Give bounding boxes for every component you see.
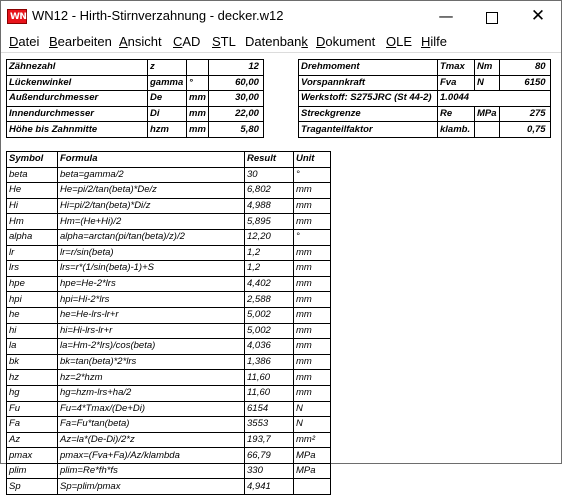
formula-result: 5,002 — [245, 323, 294, 339]
formula-header-row — [7, 152, 331, 168]
param-symbol: Re — [438, 106, 475, 122]
formula-result: 66,79 — [245, 448, 294, 464]
formula-symbol: he — [7, 307, 58, 323]
param-value[interactable]: 80 — [499, 60, 550, 76]
table-row — [7, 463, 331, 479]
param-value[interactable]: 5,80 — [208, 122, 263, 138]
formula-result: 5,002 — [245, 307, 294, 323]
formula-unit: mm — [294, 370, 331, 386]
formula-symbol: hi — [7, 323, 58, 339]
menu-hilfe[interactable]: Hilfe — [421, 34, 448, 49]
table-row — [7, 198, 331, 214]
table-row — [7, 323, 331, 339]
app-logo-icon[interactable] — [7, 9, 27, 24]
formula-unit: mm — [294, 261, 331, 277]
formula-result: 4,941 — [245, 479, 294, 495]
formula-expression[interactable]: lrs=r*(1/sin(beta)-1)+S — [58, 261, 245, 277]
menu-cad[interactable]: CAD — [173, 34, 201, 49]
formula-unit: MPa — [294, 463, 331, 479]
param-label: Vorspannkraft — [299, 75, 438, 91]
document-area — [1, 52, 561, 492]
formula-unit: mm — [294, 307, 331, 323]
table-row — [7, 60, 264, 76]
param-label: Innendurchmesser — [7, 106, 148, 122]
formula-expression[interactable]: Hi=pi/2/tan(beta)*Di/z — [58, 198, 245, 214]
formula-symbol: hg — [7, 385, 58, 401]
table-row — [7, 417, 331, 433]
table-row — [7, 479, 331, 495]
formula-expression[interactable]: Fu=4*Tmax/(De+Di) — [58, 401, 245, 417]
formula-result: 5,895 — [245, 214, 294, 230]
param-symbol: klamb. — [438, 122, 475, 138]
table-row — [7, 122, 264, 138]
param-value[interactable]: 0,75 — [499, 122, 550, 138]
table-row — [7, 229, 331, 245]
table-row — [7, 370, 331, 386]
table-row — [7, 75, 264, 91]
formula-expression[interactable]: beta=gamma/2 — [58, 167, 245, 183]
formula-symbol: hpe — [7, 276, 58, 292]
table-row — [299, 91, 551, 107]
formula-unit: mm² — [294, 432, 331, 448]
formula-symbol: la — [7, 339, 58, 355]
table-row — [7, 339, 331, 355]
minimize-icon: — — [438, 7, 454, 25]
menu-ole[interactable]: OLE — [386, 34, 413, 49]
maximize-icon — [486, 12, 498, 24]
param-unit: MPa — [475, 106, 500, 122]
formula-expression[interactable]: hz=2*hzm — [58, 370, 245, 386]
param-symbol: gamma — [148, 75, 187, 91]
window-title: WN12 - Hirth-Stirnverzahnung - decker.w12 — [32, 8, 284, 23]
param-label: Außendurchmesser — [7, 91, 148, 107]
param-symbol: De — [148, 91, 187, 107]
formula-symbol: Fu — [7, 401, 58, 417]
param-unit: mm — [187, 91, 209, 107]
param-symbol: Fva — [438, 75, 475, 91]
param-unit: ° — [187, 75, 209, 91]
menu-dokument[interactable]: Dokument — [316, 34, 376, 49]
formula-expression[interactable]: hpi=Hi-2*lrs — [58, 292, 245, 308]
param-label: Zähnezahl — [7, 60, 148, 76]
load-parameters-table — [298, 59, 551, 138]
table-row — [299, 122, 551, 138]
formula-expression[interactable]: lr=r/sin(beta) — [58, 245, 245, 261]
formula-unit: mm — [294, 183, 331, 199]
formula-result: 1,2 — [245, 245, 294, 261]
formula-table — [6, 151, 331, 495]
formula-result: 2,588 — [245, 292, 294, 308]
formula-unit: mm — [294, 276, 331, 292]
table-row — [7, 183, 331, 199]
param-unit — [187, 60, 209, 76]
param-unit — [475, 122, 500, 138]
table-row — [7, 91, 264, 107]
table-row — [7, 245, 331, 261]
formula-expression[interactable]: He=pi/2/tan(beta)*De/z — [58, 183, 245, 199]
geometry-parameters-table — [6, 59, 264, 138]
formula-result: 1,386 — [245, 354, 294, 370]
param-unit: N — [475, 75, 500, 91]
formula-expression[interactable]: Fa=Fu*tan(beta) — [58, 417, 245, 433]
formula-unit: mm — [294, 354, 331, 370]
formula-expression[interactable]: plim=Re*fh*fs — [58, 463, 245, 479]
menu-stl[interactable]: STL — [212, 34, 236, 49]
header-unit: Unit — [294, 152, 331, 168]
formula-unit: mm — [294, 385, 331, 401]
formula-result: 330 — [245, 463, 294, 479]
menu-ansicht[interactable]: Ansicht — [119, 34, 162, 49]
formula-expression[interactable]: hpe=He-2*lrs — [58, 276, 245, 292]
formula-unit: mm — [294, 198, 331, 214]
menu-bar — [1, 32, 561, 52]
param-label: Lückenwinkel — [7, 75, 148, 91]
formula-result: 4,402 — [245, 276, 294, 292]
formula-unit: mm — [294, 245, 331, 261]
formula-result: 1,2 — [245, 261, 294, 277]
formula-symbol: hpi — [7, 292, 58, 308]
formula-result: 30 — [245, 167, 294, 183]
close-button[interactable] — [515, 1, 561, 32]
formula-result: 6,802 — [245, 183, 294, 199]
param-value[interactable]: 12 — [208, 60, 263, 76]
param-symbol: z — [148, 60, 187, 76]
formula-result: 3553 — [245, 417, 294, 433]
formula-expression[interactable]: alpha=arctan(pi/tan(beta)/z)/2 — [58, 229, 245, 245]
table-row — [7, 106, 264, 122]
minimize-button[interactable] — [423, 1, 469, 32]
param-label: Traganteilfaktor — [299, 122, 438, 138]
formula-unit: mm — [294, 292, 331, 308]
formula-result: 193,7 — [245, 432, 294, 448]
formula-unit: MPa — [294, 448, 331, 464]
formula-result: 11,60 — [245, 370, 294, 386]
formula-symbol: plim — [7, 463, 58, 479]
header-result: Result — [245, 152, 294, 168]
table-row — [299, 75, 551, 91]
menu-datei[interactable]: Datei — [9, 34, 40, 49]
formula-symbol: lrs — [7, 261, 58, 277]
formula-rows — [7, 167, 331, 494]
maximize-button[interactable] — [469, 1, 515, 32]
param-symbol: hzm — [148, 122, 187, 138]
formula-unit: mm — [294, 214, 331, 230]
formula-symbol: beta — [7, 167, 58, 183]
param-value[interactable]: 6150 — [499, 75, 550, 91]
param-value[interactable]: 275 — [499, 106, 550, 122]
param-label: Streckgrenze — [299, 106, 438, 122]
formula-symbol: Fa — [7, 417, 58, 433]
table-row — [7, 307, 331, 323]
formula-unit — [294, 479, 331, 495]
formula-result: 11,60 — [245, 385, 294, 401]
formula-symbol: alpha — [7, 229, 58, 245]
close-icon: ✕ — [530, 6, 546, 26]
formula-unit: ° — [294, 167, 331, 183]
formula-result: 4,988 — [245, 198, 294, 214]
formula-symbol: pmax — [7, 448, 58, 464]
formula-result: 12,20 — [245, 229, 294, 245]
formula-expression[interactable]: la=Hm-2*lrs)/cos(beta) — [58, 339, 245, 355]
table-row — [7, 261, 331, 277]
formula-symbol: Az — [7, 432, 58, 448]
param-unit: Nm — [475, 60, 500, 76]
table-row — [7, 292, 331, 308]
param-label: Drehmoment — [299, 60, 438, 76]
param-value[interactable]: 22,00 — [208, 106, 263, 122]
param-value[interactable]: 60,00 — [208, 75, 263, 91]
formula-unit: N — [294, 401, 331, 417]
formula-symbol: He — [7, 183, 58, 199]
formula-unit: ° — [294, 229, 331, 245]
table-row — [7, 432, 331, 448]
header-formula: Formula — [58, 152, 245, 168]
header-symbol: Symbol — [7, 152, 58, 168]
table-row — [7, 167, 331, 183]
param-value[interactable]: 30,00 — [208, 91, 263, 107]
formula-unit: mm — [294, 323, 331, 339]
param-unit: mm — [187, 122, 209, 138]
table-row — [7, 214, 331, 230]
material-label: Werkstoff: S275JRC (St 44-2) — [299, 91, 438, 107]
table-row — [7, 276, 331, 292]
table-row — [7, 448, 331, 464]
formula-expression[interactable]: hg=hzm-lrs+ha/2 — [58, 385, 245, 401]
param-symbol: Tmax — [438, 60, 475, 76]
formula-expression[interactable]: he=He-lrs-lr+r — [58, 307, 245, 323]
title-bar[interactable] — [1, 1, 561, 32]
formula-symbol: Hm — [7, 214, 58, 230]
table-row — [299, 106, 551, 122]
formula-result: 4,036 — [245, 339, 294, 355]
param-unit: mm — [187, 106, 209, 122]
app-logo-text: WN — [10, 12, 27, 22]
table-row — [299, 60, 551, 76]
formula-symbol: lr — [7, 245, 58, 261]
table-row — [7, 385, 331, 401]
formula-expression[interactable]: hi=Hi-lrs-lr+r — [58, 323, 245, 339]
table-row — [7, 354, 331, 370]
formula-expression[interactable]: bk=tan(beta)*2*lrs — [58, 354, 245, 370]
formula-symbol: hz — [7, 370, 58, 386]
material-number[interactable]: 1.0044 — [438, 91, 551, 107]
table-row — [7, 401, 331, 417]
formula-unit: N — [294, 417, 331, 433]
param-label: Höhe bis Zahnmitte — [7, 122, 148, 138]
formula-symbol: Hi — [7, 198, 58, 214]
menu-datenbank[interactable]: Datenbank — [245, 34, 308, 49]
formula-expression[interactable]: Hm=(He+Hi)/2 — [58, 214, 245, 230]
menu-bearbeiten[interactable]: Bearbeiten — [49, 34, 112, 49]
formula-symbol: bk — [7, 354, 58, 370]
formula-unit: mm — [294, 339, 331, 355]
param-symbol: Di — [148, 106, 187, 122]
formula-expression[interactable]: pmax=(Fva+Fa)/Az/klambda — [58, 448, 245, 464]
formula-expression[interactable]: Az=la*(De-Di)/2*z — [58, 432, 245, 448]
formula-symbol: Sp — [7, 479, 58, 495]
formula-expression[interactable]: Sp=plim/pmax — [58, 479, 245, 495]
formula-result: 6154 — [245, 401, 294, 417]
